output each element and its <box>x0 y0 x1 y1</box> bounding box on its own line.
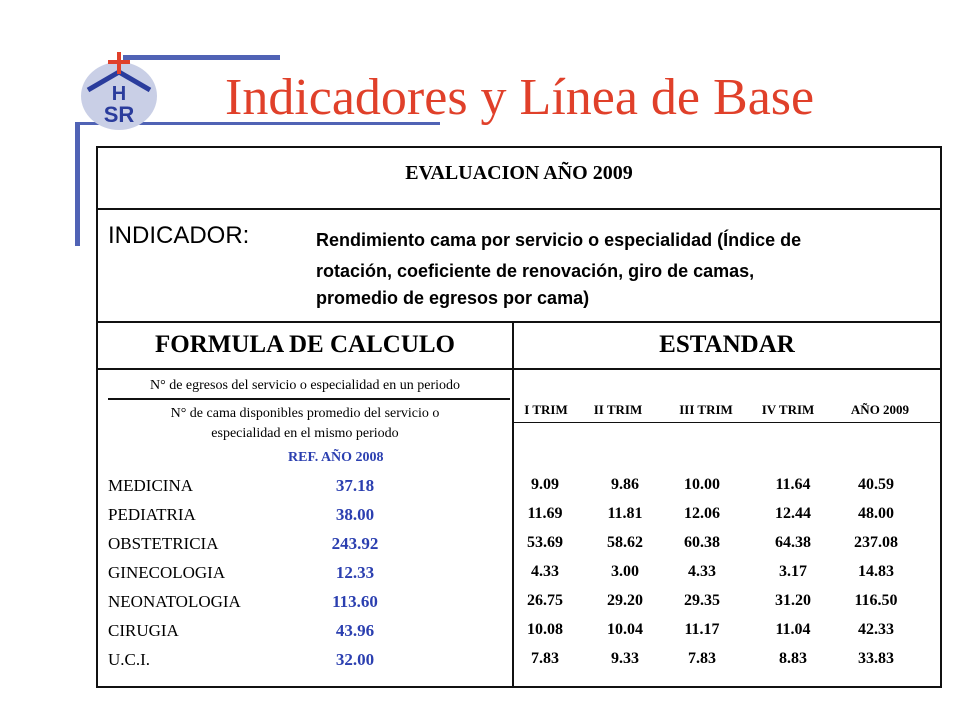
formula-numerator: N° de egresos del servicio o especialidad en un periodo <box>150 378 460 393</box>
standard-value: 42.33 <box>858 621 894 638</box>
standard-value: 26.75 <box>527 592 563 609</box>
standard-value: 14.83 <box>858 563 894 580</box>
standard-header: ESTANDAR <box>659 331 795 358</box>
divider-after-evaluation <box>98 208 940 210</box>
reference-value: 12.33 <box>335 563 375 582</box>
period-header-3: III TRIM <box>679 402 733 417</box>
hospital-logo <box>78 50 160 132</box>
reference-value: 113.60 <box>332 592 378 611</box>
logo-letters-top: H <box>111 83 127 105</box>
formula-denominator-line-2: especialidad en el mismo periodo <box>211 426 399 441</box>
divider-after-indicator <box>98 321 940 323</box>
standard-value: 33.83 <box>858 650 894 667</box>
standard-value: 9.86 <box>611 476 639 493</box>
standard-value: 10.00 <box>684 476 720 493</box>
divider-after-headers <box>98 368 940 370</box>
standard-value: 58.62 <box>607 534 643 551</box>
standard-value: 11.04 <box>775 621 811 638</box>
indicator-label: INDICADOR: <box>108 222 250 249</box>
reference-year-label: REF. AÑO 2008 <box>288 450 384 465</box>
service-name: NEONATOLOGIA <box>108 592 241 611</box>
standard-value: 116.50 <box>854 592 898 609</box>
standard-value: 12.06 <box>684 505 720 522</box>
standard-value: 10.04 <box>607 621 643 638</box>
service-name: U.C.I. <box>108 650 151 669</box>
standard-value: 53.69 <box>527 534 563 551</box>
standard-value: 4.33 <box>688 563 716 580</box>
service-name: PEDIATRIA <box>108 505 196 524</box>
evaluation-title: EVALUACION AÑO 2009 <box>405 162 633 184</box>
page-title: Indicadores y Línea de Base <box>225 69 815 126</box>
indicator-line-2: rotación, coeficiente de renovación, giro de camas, <box>316 261 755 281</box>
period-header-4: IV TRIM <box>761 402 815 417</box>
standard-value: 11.69 <box>527 505 563 522</box>
standard-value: 9.33 <box>611 650 639 667</box>
standard-value: 237.08 <box>854 534 898 551</box>
service-name: CIRUGIA <box>108 621 179 640</box>
standard-value: 40.59 <box>858 476 894 493</box>
indicator-table <box>96 146 942 688</box>
standard-value: 4.33 <box>531 563 559 580</box>
logo-letters-bottom: SR <box>103 102 135 127</box>
period-header-1: I TRIM <box>524 402 568 417</box>
formula-header: FORMULA DE CALCULO <box>154 331 455 358</box>
standard-value: 11.64 <box>775 476 811 493</box>
standard-value: 10.08 <box>527 621 563 638</box>
reference-value: 32.00 <box>335 650 375 669</box>
reference-value: 43.96 <box>335 621 375 640</box>
period-header-divider <box>514 422 940 423</box>
service-name: MEDICINA <box>108 476 193 495</box>
fraction-bar <box>108 398 510 400</box>
reference-value: 38.00 <box>335 505 375 524</box>
formula-denominator-line-1: N° de cama disponibles promedio del servicio o <box>170 406 440 421</box>
standard-value: 9.09 <box>531 476 559 493</box>
standard-value: 29.20 <box>607 592 643 609</box>
indicator-line-3: promedio de egresos por cama) <box>316 288 590 308</box>
standard-value: 31.20 <box>775 592 811 609</box>
period-header-2: II TRIM <box>593 402 643 417</box>
decor-bar-left <box>75 122 80 246</box>
period-header-5: AÑO 2009 <box>850 402 910 417</box>
reference-value: 37.18 <box>335 476 375 495</box>
standard-value: 29.35 <box>684 592 720 609</box>
service-name: GINECOLOGIA <box>108 563 226 582</box>
standard-value: 60.38 <box>684 534 720 551</box>
standard-value: 3.17 <box>779 563 807 580</box>
standard-value: 48.00 <box>858 505 894 522</box>
standard-value: 64.38 <box>775 534 811 551</box>
standard-value: 7.83 <box>688 650 716 667</box>
standard-value: 12.44 <box>775 505 811 522</box>
indicator-line-1: Rendimiento cama por servicio o especialidad (Índice de <box>316 230 802 250</box>
service-name: OBSTETRICIA <box>108 534 219 553</box>
reference-value: 243.92 <box>331 534 379 553</box>
standard-value: 11.81 <box>607 505 643 522</box>
standard-value: 11.17 <box>684 621 720 638</box>
standard-value: 8.83 <box>779 650 807 667</box>
standard-value: 3.00 <box>611 563 639 580</box>
standard-value: 7.83 <box>531 650 559 667</box>
